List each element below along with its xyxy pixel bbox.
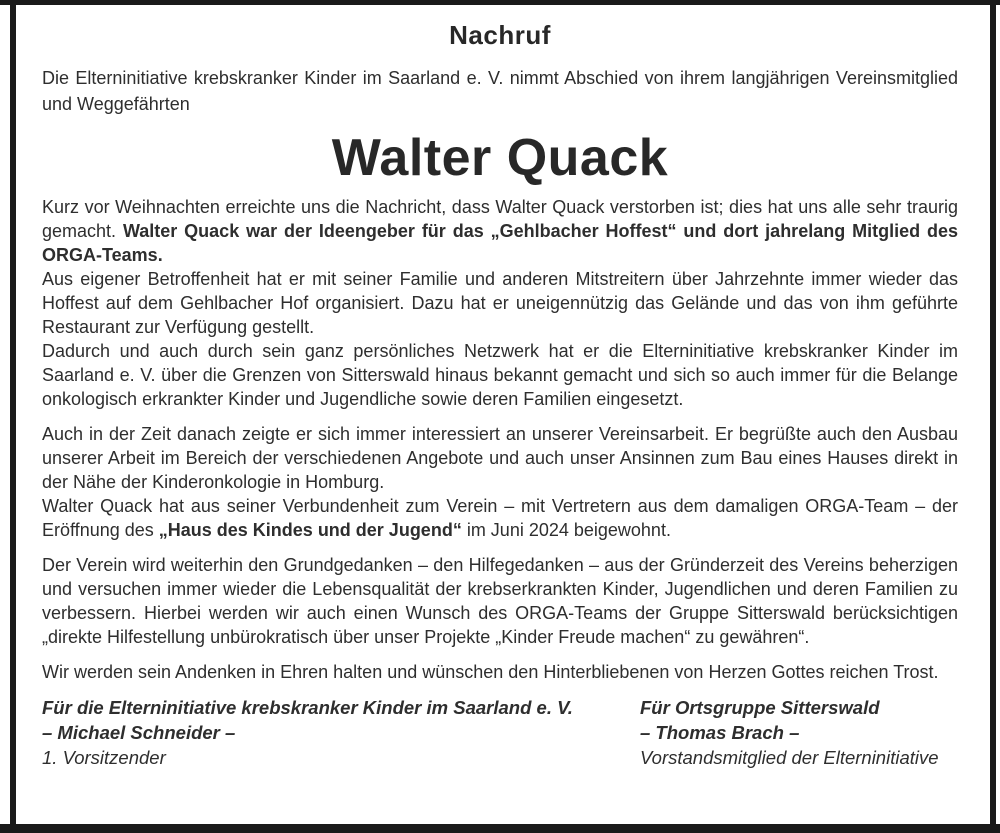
notice-content xyxy=(0,5,1000,770)
text-run: Wir werden sein Andenken in Ehren halten und wünschen den Hinterbliebenen von Herzen Gottes reichen Trost. xyxy=(42,662,939,682)
signature-right xyxy=(640,695,958,770)
text-run: Auch in der Zeit danach zeigte er sich immer interessiert an unserer Vereinsarbeit. Er begrüßte auch den Ausbau unserer Arbeit im Bereich der verschiedenen Angebote und auch unser Ansinnen zum Bau eines Hauses direkt in der Nähe der Kinderonkologie in Homburg. xyxy=(42,424,958,492)
text-run: Der Verein wird weiterhin den Grundgedanken – den Hilfegedanken – aus der Gründerzeit des Vereins beherzigen und versuchen immer wieder die Lebensqualität der krebserkrankten Kinder, Jugendlichen und deren Familien zu verbessern. Hierbei werden wir auch einen Wunsch des ORGA-Teams der Gruppe Sitterswald berücksichtigen „direkte Hilfestellung unbürokratisch über unser Projekte „Kinder Freude machen“ zu gewähren“. xyxy=(42,555,958,647)
emphasized-text: Walter Quack war der Ideengeber für das „Gehlbacher Hoffest“ und dort jahrelang Mitglied des ORGA-Teams. xyxy=(42,221,958,265)
body-paragraph xyxy=(42,195,958,411)
text-run: Aus eigener Betroffenheit hat er mit seiner Familie und anderen Mitstreitern über Jahrzehnte immer wieder das Hoffest auf dem Gehlbacher Hof organisiert. Dazu hat er uneigennützig das Gelände und das von ihm geführte Restaurant zur Verfügung gestellt. xyxy=(42,269,958,337)
emphasized-text: „Haus des Kindes und der Jugend“ xyxy=(158,520,462,540)
signature-right-role: Vorstandsmitglied der Elterninitiative xyxy=(640,747,939,768)
signature-left xyxy=(42,695,640,770)
signature-right-name: – Thomas Brach – xyxy=(640,722,800,743)
body-paragraph xyxy=(42,553,958,649)
signature-block xyxy=(42,695,958,770)
signature-left-name: – Michael Schneider – xyxy=(42,722,236,743)
body-paragraph xyxy=(42,422,958,542)
intro-text: Die Elterninitiative krebskranker Kinder im Saarland e. V. nimmt Abschied von ihrem langjährigen Vereinsmitglied und Weggefährten xyxy=(42,68,958,114)
signature-left-org: Für die Elterninitiative krebskranker Kinder im Saarland e. V. xyxy=(42,697,573,718)
signature-right-org: Für Ortsgruppe Sitterswald xyxy=(640,697,880,718)
text-run: Walter Quack hat aus seiner Verbundenheit zum Verein – mit Vertretern aus dem damaligen ORGA-Team – der Eröffnung des xyxy=(42,496,958,540)
frame-bottom-bar xyxy=(0,824,1000,833)
text-run: Kurz vor Weihnachten erreichte uns die Nachricht, dass Walter Quack verstorben ist; dies hat uns alle sehr traurig gemacht. xyxy=(42,197,958,241)
notice-title: Nachruf xyxy=(449,20,551,50)
body-paragraph xyxy=(42,660,958,684)
body-paragraphs xyxy=(42,195,958,684)
deceased-name: Walter Quack xyxy=(331,129,669,187)
text-run: im Juni 2024 beigewohnt. xyxy=(461,520,671,540)
text-run: Dadurch und auch durch sein ganz persönliches Netzwerk hat er die Elterninitiative krebskranker Kinder im Saarland e. V. über die Grenzen von Sitterswald hinaus bekannt gemacht und sich so auch immer für die Belange onkologisch erkrankter Kinder und Jugendliche sowie deren Familien eingesetzt. xyxy=(42,341,958,409)
signature-left-role: 1. Vorsitzender xyxy=(42,747,166,768)
